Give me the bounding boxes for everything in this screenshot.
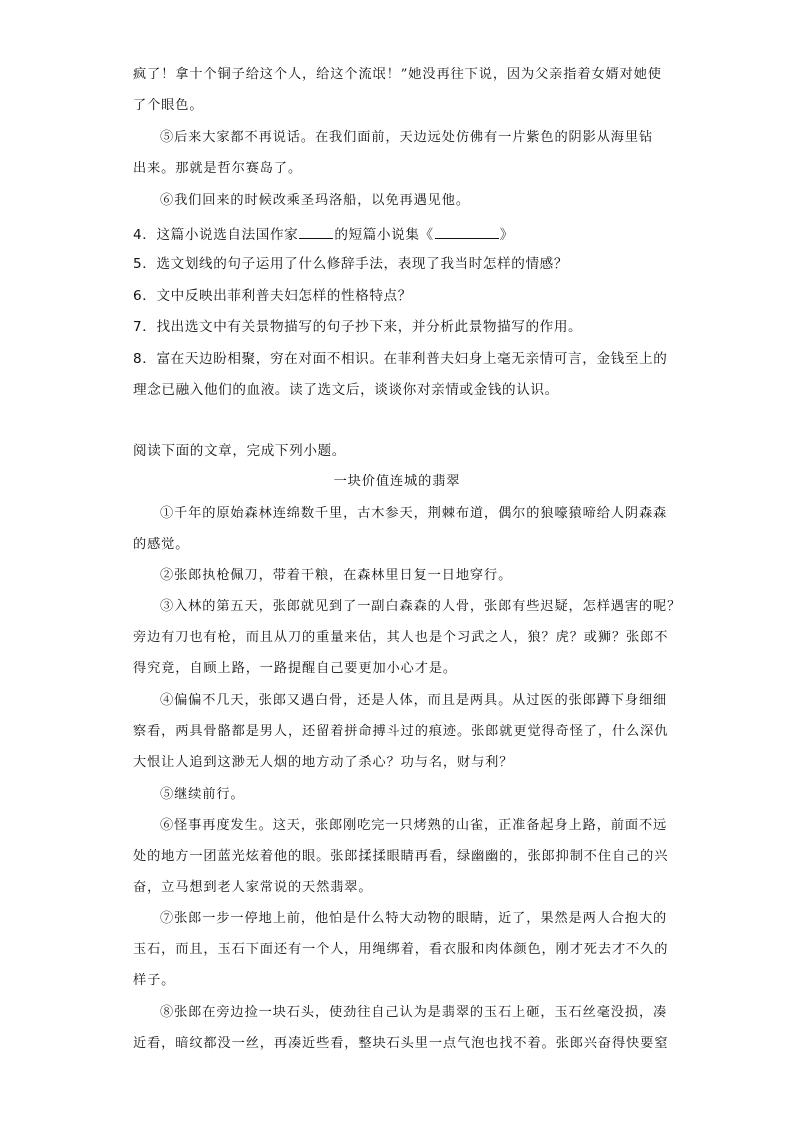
article-paragraph-7-line1: ⑦张郎一步一停地上前，他怕是什么特大动物的眼睛，近了，果然是两人合抱大的 xyxy=(160,911,668,926)
question-6: 6．文中反映出菲利普夫妇怎样的性格特点？ xyxy=(133,288,412,304)
article-paragraph-7-line3: 样子。 xyxy=(133,973,176,988)
article-paragraph-8-line2: 近看，暗纹都没一丝，再凑近些看，整块石头里一点气泡也找不着。张郎兴奋得快要窒 xyxy=(133,1036,669,1051)
question-4-prefix: 4．这篇小说选自法国作家 xyxy=(133,227,299,243)
article-paragraph-4-line1: ④偏偏不几天，张郎又遇白骨，还是人体，而且是两具。从过医的张郎蹲下身细细 xyxy=(160,693,668,708)
question-8-line2: 理念已融入他们的血液。读了选文后，谈谈你对亲情或金钱的认识。 xyxy=(133,382,559,398)
question-7: 7．找出选文中有关景物描写的句子抄下来，并分析此景物描写的作用。 xyxy=(133,319,583,335)
question-5: 5．选文划线的句子运用了什么修辞手法，表现了我当时怎样的情感？ xyxy=(133,256,569,272)
story-paragraph-cont-line1: 疯了！拿十个铜子给这个人，给这个流氓！”她没再往下说，因为父亲指着女婿对她使 xyxy=(133,67,662,82)
article-paragraph-3-line1: ③入林的第五天，张郎就见到了一副白森森的人骨，张郎有些迟疑，怎样遇害的呢？ xyxy=(160,599,682,614)
article-paragraph-4-line3: 大恨让人追到这渺无人烟的地方动了杀心？功与名，财与利？ xyxy=(133,755,514,770)
article-paragraph-7-line2: 玉石，而且，玉石下面还有一个人，用绳绑着，看衣服和肉体颜色，刚才死去才不久的 xyxy=(133,942,669,957)
story-paragraph-6: ⑥我们回来的时候改乘圣玛洛船，以免再遇见他。 xyxy=(160,193,470,208)
story-paragraph-5-line1: ⑤后来大家都不再说话。在我们面前，天边远处仿佛有一片紫色的阴影从海里钻 xyxy=(160,130,654,145)
article-paragraph-1-line2: 的感觉。 xyxy=(133,537,190,552)
article-paragraph-5: ⑤继续前行。 xyxy=(160,787,245,802)
article-paragraph-2: ②张郎执枪佩刀，带着干粮，在森林里日复一日地穿行。 xyxy=(160,568,513,583)
article-paragraph-6-line2: 处的地方一团蓝光炫着他的眼。张郎揉揉眼睛再看，绿幽幽的，张郎抑制不住自己的兴 xyxy=(133,849,669,864)
article-title: 一块价值连城的翡翠 xyxy=(333,474,461,489)
article-paragraph-6-line3: 奋，立马想到老人家常说的天然翡翠。 xyxy=(133,880,373,895)
question-4-mid: 的短篇小说集《 xyxy=(334,227,434,243)
answer-blank-author[interactable] xyxy=(299,224,333,239)
question-4 xyxy=(133,224,514,244)
story-paragraph-cont-line2: 了个眼色。 xyxy=(133,98,204,113)
question-4-suffix: 》 xyxy=(499,227,514,243)
article-paragraph-3-line2: 旁边有刀也有枪，而且从刀的重量来估，其人也是个习武之人，狼？虎？或狮？张郎不 xyxy=(133,630,669,645)
question-8-line1: 8．富在天边盼相聚，穷在对面不相识。在菲利普夫妇身上毫无亲情可言，金钱至上的 xyxy=(133,351,668,367)
answer-blank-collection[interactable] xyxy=(435,224,499,239)
article-paragraph-4-line2: 察看，两具骨骼都是男人，还留着拼命搏斗过的痕迹。张郎就更觉得奇怪了，什么深仇 xyxy=(133,724,669,739)
section-instruction: 阅读下面的文章，完成下列小题。 xyxy=(133,443,346,459)
article-paragraph-1-line1: ①千年的原始森林连绵数千里，古木参天，荆棘布道，偶尔的狼嚎猿啼给人阴森森 xyxy=(160,506,668,521)
story-paragraph-5-line2: 出来。那就是哲尔赛岛了。 xyxy=(133,161,303,176)
article-paragraph-8-line1: ⑧张郎在旁边捡一块石头，使劲往自己认为是翡翠的玉石上砸，玉石丝毫没损，凑 xyxy=(160,1005,668,1020)
article-paragraph-6-line1: ⑥怪事再度发生。这天，张郎刚吃完一只烤熟的山雀，正准备起身上路，前面不远 xyxy=(160,818,668,833)
article-paragraph-3-line3: 得究竟，自顾上路，一路提醒自己要更加小心才是。 xyxy=(133,661,458,676)
